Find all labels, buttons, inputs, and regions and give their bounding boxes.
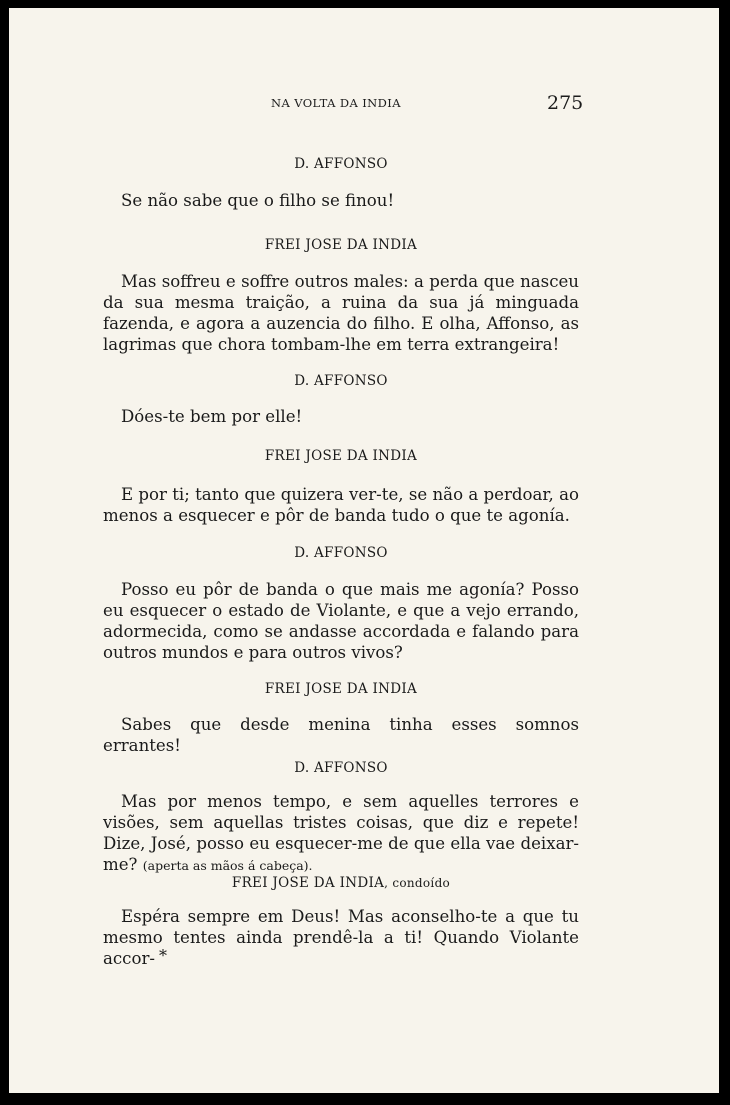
speaker-heading xyxy=(103,156,579,172)
speaker-note: , condoído xyxy=(384,876,451,890)
speaker-heading xyxy=(103,373,579,389)
speech-paragraph xyxy=(103,406,579,427)
speaker-name: D. AFFONSO xyxy=(294,760,388,776)
speech-paragraph xyxy=(103,714,579,756)
speech-paragraph xyxy=(103,791,579,876)
speech-text: Se não sabe que o filho se finou! xyxy=(121,191,395,210)
speaker-name: D. AFFONSO xyxy=(294,545,388,561)
speaker-heading xyxy=(103,545,579,561)
speaker-heading xyxy=(103,448,579,464)
speech-paragraph xyxy=(103,906,579,969)
speech-text: Dóes-te bem por elle! xyxy=(121,407,303,426)
speaker-name: FREI JOSE DA INDIA xyxy=(264,237,418,253)
speech-paragraph xyxy=(103,484,579,526)
speech-text: Mas por menos tempo, e sem aquelles terrores e visões, sem aquellas tristes coisas, que diz e repete! Dize, José, posso eu esquecer-me de que ella vae deixar-me? xyxy=(103,792,579,874)
speaker-name: FREI JOSE DA INDIA xyxy=(231,875,385,891)
speech-text: E por ti; tanto que quizera ver-te, se não a perdoar, ao menos a esquecer e pôr de banda tudo o que te agonía. xyxy=(103,485,579,525)
speech-text: Sabes que desde menina tinha esses somnos errantes! xyxy=(103,715,579,755)
signature-mark: * xyxy=(159,946,167,965)
speaker-heading xyxy=(103,237,579,253)
speech-text: Espéra sempre em Deus! Mas aconselho-te a que tu mesmo tentes ainda prendê-la a ti! Quando Violante accor- xyxy=(103,907,579,968)
speech-text: Posso eu pôr de banda o que mais me agonía? Posso eu esquecer o estado de Violante, e que a vejo errando, adormecida, como se andasse accordada e falando para outros mundos e para outros vivos? xyxy=(103,580,579,662)
stage-direction: (aperta as mãos á cabeça). xyxy=(142,858,313,873)
speaker-name: D. AFFONSO xyxy=(294,156,388,172)
page-number: 275 xyxy=(547,92,584,114)
speaker-name: FREI JOSE DA INDIA xyxy=(264,681,418,697)
speaker-name: D. AFFONSO xyxy=(294,373,388,389)
speaker-heading xyxy=(103,875,579,891)
speaker-name: FREI JOSE DA INDIA xyxy=(264,448,418,464)
speech-paragraph xyxy=(103,271,579,355)
speaker-heading xyxy=(103,760,579,776)
speech-paragraph xyxy=(103,579,579,663)
speaker-heading xyxy=(103,681,579,697)
speech-text: Mas soffreu e soffre outros males: a perda que nasceu da sua mesma traição, a ruina da sua já minguada fazenda, e agora a auzencia do filho. E olha, Affonso, as lagrimas que chora tombam-lhe em terra extrangeira! xyxy=(103,272,579,354)
book-page xyxy=(9,8,719,1093)
running-title: NA VOLTA DA INDIA xyxy=(271,96,401,110)
speech-paragraph xyxy=(103,190,579,211)
